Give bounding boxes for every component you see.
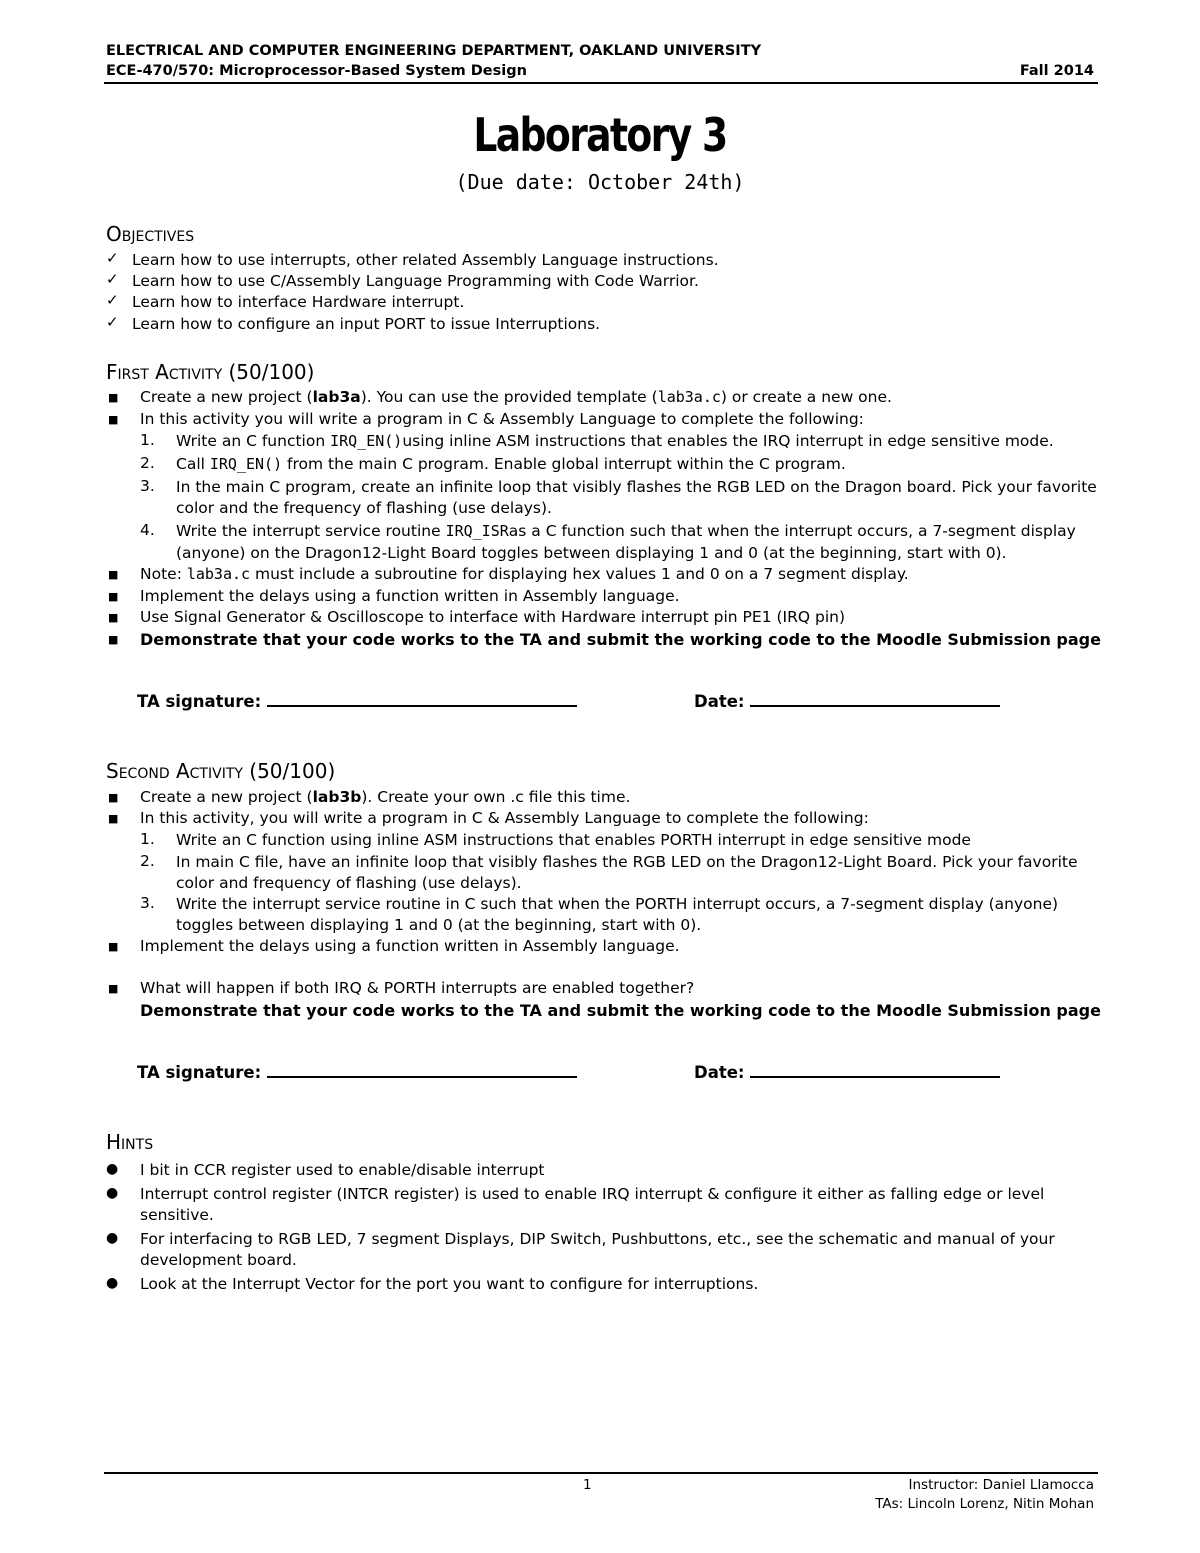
objectives-heading-rest: bjectives bbox=[121, 222, 195, 246]
fa-bullet-signal-generator: Use Signal Generator & Oscilloscope to interface with Hardware interrupt pin PE1 (IRQ pin) bbox=[140, 608, 846, 626]
hints-heading-h: H bbox=[106, 1130, 122, 1154]
date-line[interactable] bbox=[750, 705, 1000, 707]
text-fragment: ). You can use the provided template ( bbox=[360, 388, 658, 406]
first-activity-heading-irst: irst bbox=[117, 360, 156, 384]
second-activity-heading-ctivity: ctivity bbox=[189, 759, 243, 783]
text-fragment: ). Create your own .c file this time. bbox=[361, 788, 631, 806]
fa-step-2 bbox=[176, 454, 846, 476]
footer-rule bbox=[104, 1472, 1098, 1474]
sa-step-1: Write an C function using inline ASM instructions that enables PORTH interrupt in edge sensitive mode bbox=[176, 831, 971, 849]
fa-step-4-line1 bbox=[176, 521, 1076, 543]
text-fragment: must include a subroutine for displaying hex values 1 and 0 on a 7 segment display. bbox=[250, 565, 909, 583]
objectives-heading-first: O bbox=[106, 222, 122, 246]
sa-bullet-delays: Implement the delays using a function written in Assembly language. bbox=[140, 937, 680, 955]
list-number: 3. bbox=[140, 894, 155, 912]
course-title: ECE-470/570: Microprocessor-Based System Design bbox=[106, 63, 527, 79]
project-name: lab3a bbox=[312, 388, 361, 406]
objective-item: Learn how to interface Hardware interrupt. bbox=[132, 293, 465, 311]
square-bullet-icon: ■ bbox=[108, 940, 119, 953]
hint-4: Look at the Interrupt Vector for the port you want to configure for interruptions. bbox=[140, 1275, 759, 1293]
second-activity-heading-econd: econd bbox=[118, 759, 176, 783]
check-icon: ✓ bbox=[106, 249, 119, 267]
fa-ta-signature bbox=[137, 692, 577, 711]
list-number: 1. bbox=[140, 830, 155, 848]
fa-step-3-line2: color and the frequency of flashing (use delays). bbox=[176, 499, 552, 517]
hints-heading bbox=[106, 1130, 153, 1154]
round-bullet-icon: ● bbox=[106, 1230, 119, 1246]
first-activity-heading-a: A bbox=[155, 360, 169, 384]
project-name: lab3b bbox=[312, 788, 362, 806]
code-filename: lab3a.c bbox=[186, 565, 251, 583]
sa-step-3-line2: toggles between displaying 1 and 0 (at the beginning, start with 0). bbox=[176, 916, 702, 934]
round-bullet-icon: ● bbox=[106, 1275, 119, 1291]
due-date: (Due date: October 24th) bbox=[455, 170, 745, 194]
text-fragment: as a C function such that when the interrupt occurs, a 7-segment display bbox=[508, 522, 1076, 540]
header-rule bbox=[104, 82, 1098, 84]
sa-step-2-line2: color and frequency of flashing (use delays). bbox=[176, 874, 522, 892]
second-activity-heading-a: A bbox=[175, 759, 190, 783]
round-bullet-icon: ● bbox=[106, 1185, 119, 1201]
fa-bullet-note bbox=[140, 564, 909, 586]
check-icon: ✓ bbox=[106, 313, 119, 331]
hint-3-line1: For interfacing to RGB LED, 7 segment Displays, DIP Switch, Pushbuttons, etc., see the schematic and manual of your bbox=[140, 1230, 1055, 1248]
text-fragment: Create a new project ( bbox=[140, 788, 313, 806]
fa-bullet-delays: Implement the delays using a function written in Assembly language. bbox=[140, 587, 680, 605]
fa-bullet-create-project bbox=[140, 387, 892, 409]
square-bullet-icon: ■ bbox=[108, 611, 119, 624]
code-filename: lab3a.c bbox=[657, 388, 721, 406]
check-icon: ✓ bbox=[106, 270, 119, 288]
list-number: 4. bbox=[140, 521, 155, 539]
text-fragment: using inline ASM instructions that enables the IRQ interrupt in edge sensitive mode. bbox=[402, 432, 1054, 450]
fa-step-4-line2: (anyone) on the Dragon12-Light Board toggles between displaying 1 and 0 (at the beginning, start with 0). bbox=[176, 544, 1007, 562]
sa-bullet-create-project bbox=[140, 787, 630, 809]
footer-tas: TAs: Lincoln Lorenz, Nitin Mohan bbox=[875, 1496, 1094, 1512]
hint-2-line2: sensitive. bbox=[140, 1206, 214, 1224]
objectives-heading bbox=[106, 222, 194, 246]
list-number: 2. bbox=[140, 852, 155, 870]
text-fragment: Write an C function bbox=[176, 432, 331, 450]
list-number: 3. bbox=[140, 477, 155, 495]
fa-step-3-line1: In the main C program, create an infinite loop that visibly flashes the RGB LED on the Dragon board. Pick your favorite bbox=[176, 478, 1097, 496]
code-function: IRQ_EN() bbox=[330, 432, 403, 450]
code-function: IRQ_ISR bbox=[445, 522, 509, 540]
round-bullet-icon: ● bbox=[106, 1161, 119, 1177]
square-bullet-icon: ■ bbox=[108, 568, 119, 581]
ta-signature-line[interactable] bbox=[267, 705, 577, 707]
sa-step-2-line1: In main C file, have an infinite loop that visibly flashes the RGB LED on the Dragon12-Light Board. Pick your favorite bbox=[176, 853, 1078, 871]
text-fragment: ) or create a new one. bbox=[720, 388, 892, 406]
fa-step-1 bbox=[176, 431, 1054, 453]
sa-ta-signature bbox=[137, 1063, 577, 1082]
code-function: IRQ_EN() bbox=[209, 455, 283, 473]
first-activity-heading bbox=[106, 360, 314, 384]
check-icon: ✓ bbox=[106, 291, 119, 309]
text-fragment: Call bbox=[176, 455, 210, 473]
page-title: Laboratory 3 bbox=[473, 108, 727, 162]
text-fragment: Note: bbox=[140, 565, 187, 583]
first-activity-heading-f: F bbox=[106, 360, 118, 384]
first-activity-score: (50/100) bbox=[228, 360, 315, 384]
second-activity-heading bbox=[106, 759, 335, 783]
objective-item: Learn how to configure an input PORT to issue Interruptions. bbox=[132, 315, 601, 333]
square-bullet-icon: ■ bbox=[108, 413, 119, 426]
text-fragment: from the main C program. Enable global interrupt within the C program. bbox=[282, 455, 846, 473]
square-bullet-icon: ■ bbox=[108, 982, 119, 995]
list-number: 2. bbox=[140, 454, 155, 472]
date-line[interactable] bbox=[750, 1076, 1000, 1078]
sa-date bbox=[694, 1063, 1000, 1082]
objective-item: Learn how to use interrupts, other related Assembly Language instructions. bbox=[132, 251, 719, 269]
objective-item: Learn how to use C/Assembly Language Programming with Code Warrior. bbox=[132, 272, 699, 290]
date-label: Date: bbox=[694, 1063, 745, 1082]
sa-step-3-line1: Write the interrupt service routine in C such that when the PORTH interrupt occurs, a 7-segment display (anyone) bbox=[176, 895, 1059, 913]
date-label: Date: bbox=[694, 692, 745, 711]
fa-bullet-intro: In this activity you will write a program in C & Assembly Language to complete the following: bbox=[140, 410, 864, 428]
sa-bullet-intro: In this activity, you will write a program in C & Assembly Language to complete the following: bbox=[140, 809, 869, 827]
hint-3-line2: development board. bbox=[140, 1251, 297, 1269]
square-bullet-icon: ■ bbox=[108, 391, 119, 404]
department-header: ELECTRICAL AND COMPUTER ENGINEERING DEPARTMENT, OAKLAND UNIVERSITY bbox=[106, 43, 762, 59]
ta-signature-label: TA signature: bbox=[137, 1063, 262, 1082]
term-label: Fall 2014 bbox=[1019, 63, 1094, 79]
square-bullet-icon: ■ bbox=[108, 791, 119, 804]
page-number: 1 bbox=[583, 1477, 592, 1493]
hint-1: I bit in CCR register used to enable/disable interrupt bbox=[140, 1161, 545, 1179]
sa-bullet-question: What will happen if both IRQ & PORTH interrupts are enabled together? bbox=[140, 979, 695, 997]
fa-date bbox=[694, 692, 1000, 711]
text-fragment: Create a new project ( bbox=[140, 388, 313, 406]
square-bullet-icon: ■ bbox=[108, 633, 119, 646]
text-fragment: Write the interrupt service routine bbox=[176, 522, 446, 540]
square-bullet-icon: ■ bbox=[108, 590, 119, 603]
ta-signature-line[interactable] bbox=[267, 1076, 577, 1078]
hint-2-line1: Interrupt control register (INTCR register) is used to enable IRQ interrupt & configure it either as falling edge or level bbox=[140, 1185, 1045, 1203]
first-activity-heading-ctivity: ctivity bbox=[168, 360, 223, 384]
footer-instructor: Instructor: Daniel Llamocca bbox=[908, 1477, 1094, 1493]
fa-bullet-demonstrate: Demonstrate that your code works to the TA and submit the working code to the Moodle Submission page bbox=[140, 630, 1101, 649]
hints-heading-rest: ints bbox=[121, 1130, 154, 1154]
second-activity-score: (50/100) bbox=[249, 759, 336, 783]
sa-demonstrate: Demonstrate that your code works to the TA and submit the working code to the Moodle Submission page bbox=[140, 1001, 1101, 1020]
second-activity-heading-s: S bbox=[106, 759, 119, 783]
square-bullet-icon: ■ bbox=[108, 812, 119, 825]
list-number: 1. bbox=[140, 431, 155, 449]
ta-signature-label: TA signature: bbox=[137, 692, 262, 711]
